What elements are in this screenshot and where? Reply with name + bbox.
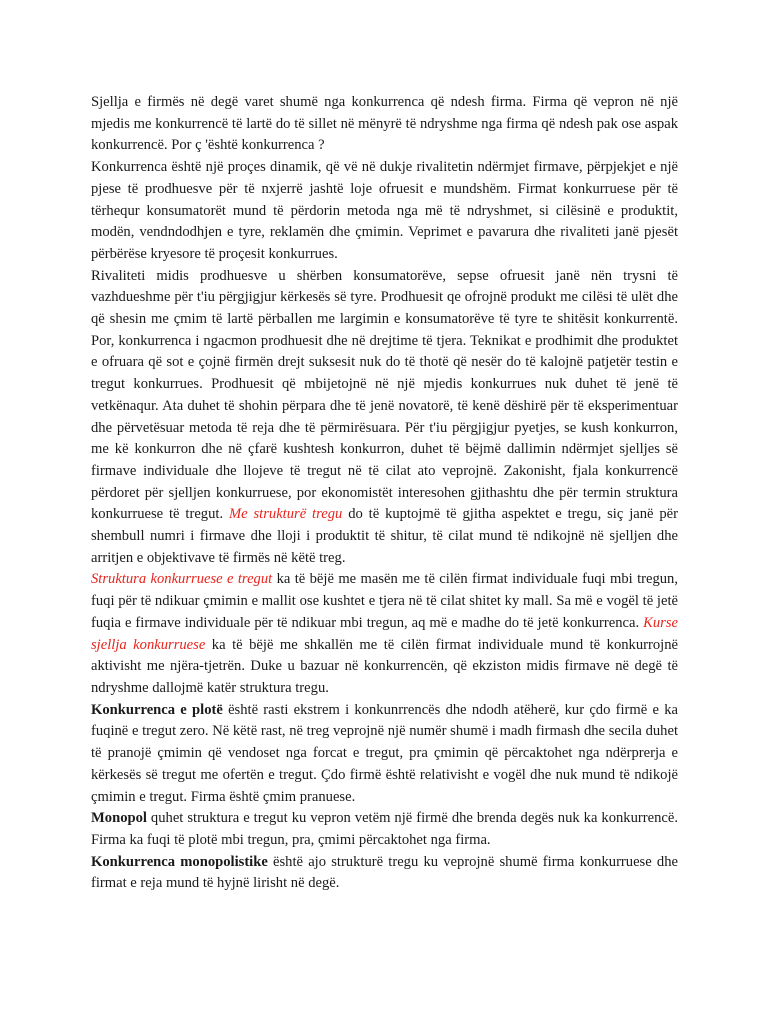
- paragraph-text: Rivaliteti midis prodhuesve u shërben konsumatorëve, sepse ofruesit janë nën trysni të vazhdueshme për t'iu përgjigjur kërkesës së tyre. Prodhuesit qe ofrojnë produkt me cilësi të ulët dhe që shesin me çmim të lartë përballen me largimin e konsumatorëve të tyre te shitësit konkurrentë. Por, konkurrenca i ngacmon prodhuesit dhe në drejtime të tjera. Teknikat e prodhimit dhe produktet e ofruara që sot e çojnë firmën drejt suksesit nuk do të thotë që nesër do të kalojnë patjetër testin e tregut konkurrues. Prodhuesit që mbijetojnë në një mjedis konkurrues nuk duhet të jenë të vetkënaqur. Ata duhet të shohin përpara dhe të jenë novatorë, të kenë dëshirë për të eksperimentuar dhe përvetësuar metoda të reja dhe të përmirësuara. Për t'iu përgjigjur pyetjes, se kush konkurron, me kë konkurron dhe në çfarë kushtesh konkurron, duhet të bëjmë dallimin ndërmjet sjelljes së firmave individuale dhe llojeve të tregut në të cilat ato veprojnë. Zakonisht, fjala konkurrencë përdoret për sjelljen konkurruese, por ekonomistët interesohen gjithashtu dhe për termin struktura konkurruese të tregut.: [91, 267, 678, 523]
- paragraph-text: quhet struktura e tregut ku vepron vetëm një firmë dhe brenda degës nuk ka konkurrencë. Firma ka fuqi të plotë mbi tregun, pra, çmimi përcaktohet nga firma.: [91, 810, 678, 848]
- document-body: [91, 92, 678, 895]
- paragraph-text: ka të bëjë me shkallën me të cilën firmat individuale mund të konkurrojnë aktivisht me njëra-tjetrën. Duke u bazuar në konkurrencën, që ekziston midis firmave në degë të ndryshme dallojmë katër struktura tregu.: [91, 636, 678, 696]
- bold-term: Monopol: [91, 810, 147, 827]
- paragraph-text: Konkurrenca është një proçes dinamik, që vë në dukje rivalitetin ndërmjet firmave, përpjekjet e një pjese të prodhuesve për të nxjerrë jashtë loje ofruesit e mundshëm. Firmat konkurruese për të tërhequr konsumatorët mund të përdorin metoda nga më të ndryshmet, si cilësinë e produktit, modën, vendndodhjen e tyre, reklamën dhe çmimin. Veprimet e pavarura dhe rivaliteti janë pjesët përbërëse kryesore të proçesit konkurrues.: [91, 159, 678, 262]
- bold-term: Konkurrenca e plotë: [91, 701, 223, 718]
- highlighted-term: Me strukturë tregu: [228, 506, 343, 523]
- paragraph: [91, 852, 678, 895]
- paragraph-text: do të kuptojmë të gjitha aspektet e tregu, siç janë për shembull numri i firmave dhe lloji i produktit të shitur, të cilat mund të ndikojnë në sjelljen dhe arritjen e objektivave të firmës në këtë treg.: [91, 506, 679, 566]
- paragraph-text: është rasti ekstrem i konkunrrencës dhe ndodh atëherë, kur çdo firmë e ka fuqinë e tregut zero. Në këtë rast, në treg veprojnë një numër shumë i madh firmash dhe secila duhet të pranojë çmimin që vendoset nga forcat e tregut, pra çmimin që përcaktohet nga ndërprerja e kërkesës së tregut me ofertën e tregut. Çdo firmë është relativisht e vogël dhe nuk mund të ndikojë çmimin e tregut. Firma është çmim pranuese.: [91, 701, 678, 805]
- paragraph: [91, 92, 678, 157]
- highlighted-term: Struktura konkurruese e tregut: [91, 571, 273, 588]
- paragraph-text: Sjellja e firmës në degë varet shumë nga konkurrenca që ndesh firma. Firma që vepron në një mjedis me konkurrencë të lartë do të sillet në mënyrë të ndryshme nga firma që ndesh pak ose aspak konkurrencë. Por ç 'është konkurrenca ?: [91, 94, 678, 154]
- bold-term: Konkurrenca monopolistike: [91, 853, 268, 870]
- paragraph: [91, 569, 678, 699]
- paragraph: [91, 808, 678, 851]
- paragraph: [91, 157, 678, 266]
- paragraph: [91, 266, 678, 570]
- highlighted-term: Kurse sjellja konkurruese: [91, 614, 678, 653]
- paragraph-text: ka të bëjë me masën me të cilën firmat individuale fuqi mbi tregun, fuqi për të ndikuar çmimin e mallit ose kushtet e tjera në të cilat shitet ky mall. Sa më e vogël të jetë fuqia e firmave individuale për të ndikuar mbi tregun, aq më e madhe do të jetë konkurrenca.: [91, 571, 678, 631]
- paragraph: [91, 700, 678, 809]
- paragraph-text: është ajo strukturë tregu ku veprojnë shumë firma konkurruese dhe firmat e reja mund të hyjnë lirisht në degë.: [91, 853, 678, 892]
